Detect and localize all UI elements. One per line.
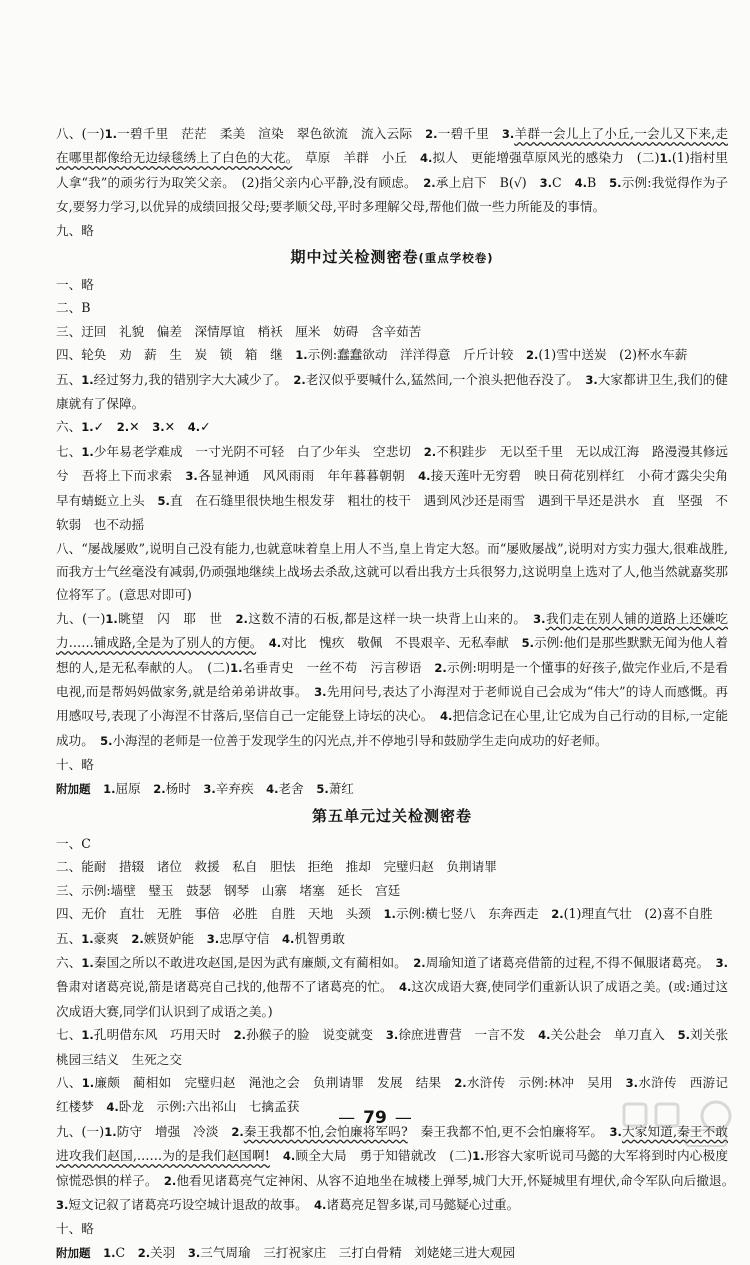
- answer-line: [56, 951, 728, 1023]
- answer-text: 一碧千里 茫茫 柔美 渲染 翠色欲流 流入云际: [116, 126, 426, 141]
- answer-text: 关羽: [150, 1244, 188, 1260]
- answer-text: 他看见诸葛亮气定神闲、从容不迫地坐在城楼上弹琴,城门大开,怀疑城里有埋伏,命令军队向后撤退。: [176, 1172, 741, 1188]
- answer-text: 关公赴会 单刀直入: [550, 1027, 678, 1043]
- answer-text: 廉颇 蔺相如 完璧归赵 渑池之会 负荆请罪 发展 结果: [94, 1075, 455, 1091]
- answer-text: 1.: [103, 781, 116, 796]
- answer-text: 这数不清的石板,都是这样一块一块背上山来的。: [247, 610, 534, 626]
- answer-content: [56, 122, 741, 1265]
- answer-text: 屈原: [115, 780, 154, 796]
- answer-line: [56, 122, 728, 219]
- answer-text: 1.: [472, 1149, 485, 1164]
- answer-text: 嫉贤妒能: [143, 930, 207, 946]
- answer-text: 八、“屡战屡败”,说明自己没有能力,也就意味着皇上用人不当,皇上肯定大怒。而“屡败屡战”,说明对方实力强大,很难战胜,而我方士气丝毫没有减弱,仍顽强地继续上战场去杀敌,这就可以看出我方士兵很努力,这说明皇上选对了人,他当然就嘉奖那位将军了。(意思对即可): [56, 540, 728, 603]
- answer-text: 4.: [574, 175, 587, 190]
- answer-text: 2.: [235, 611, 248, 626]
- answer-text: [91, 781, 104, 796]
- answer-text: 3.: [609, 1124, 622, 1139]
- answer-text: 4.: [106, 1100, 119, 1115]
- answer-line: [56, 879, 728, 902]
- section-title: 第五单元过关检测密卷: [311, 806, 472, 825]
- answer-text: 一、略: [56, 277, 94, 293]
- answer-text: 2.: [423, 444, 437, 459]
- answer-text: 4.: [538, 1028, 551, 1043]
- answer-text: 1.: [81, 931, 94, 946]
- answer-line: [56, 368, 728, 416]
- answer-text: 5.: [677, 1028, 690, 1043]
- answer-text: 2.: [116, 420, 130, 435]
- answer-text: 3.: [206, 931, 220, 946]
- answer-text: 2.: [454, 1076, 467, 1091]
- answer-text: 三、迂回 礼貌 偏差 深情厚谊 梢袄 厘米 妨碍 含辛茹苦: [56, 323, 422, 339]
- answer-text: 五、: [56, 930, 82, 946]
- answer-text: C: [115, 1244, 138, 1260]
- answer-text: 3.: [501, 127, 515, 141]
- answer-text: 2.: [526, 348, 539, 363]
- answer-text: 5.: [316, 781, 329, 796]
- answer-text: 2.: [293, 372, 306, 387]
- answer-line: [56, 537, 728, 607]
- answer-text: 1.: [81, 1076, 95, 1091]
- answer-text: 徐庶进曹营 一言不发: [398, 1027, 539, 1043]
- answer-text: 秦王我都不怕,更不会怕廉将军。: [407, 1123, 610, 1139]
- answer-text: 老舍: [278, 780, 317, 796]
- answer-text: 十、略: [56, 1221, 94, 1237]
- section-title: 期中过关检测密卷(重点学校卷): [290, 248, 494, 267]
- answer-text: 4.: [313, 1198, 327, 1213]
- answer-line: [56, 1023, 728, 1071]
- answer-text: 3.: [185, 469, 198, 484]
- underlined-answer: 羊群一会儿上了小丘,一会儿又下来,走在哪里都像给无边绿毯绣上了白色的大花。: [56, 126, 729, 166]
- answer-text: 5.: [609, 175, 622, 190]
- answer-text: 1.: [105, 611, 118, 626]
- answer-text: 九、略: [56, 222, 94, 238]
- answer-text: 二、B: [56, 300, 91, 316]
- answer-text: 刘关张桃园三结义 生死之交: [56, 1027, 729, 1067]
- answer-text: 十、略: [56, 757, 94, 773]
- answer-text: 先用问号,表达了小海涅对于老师说自己会成为“伟大”的诗人而感慨。再用感叹号,表现了小海涅不甘落后,坚信自己一定能登上诗坛的决心。: [56, 683, 728, 724]
- answer-text: 四、无价 直壮 无胜 事倍 必胜 自胜 天地 头颈: [56, 906, 384, 922]
- watermark-logo: [616, 1096, 736, 1154]
- page-number: 79: [363, 1108, 387, 1128]
- answer-line: [56, 855, 728, 878]
- answer-text: 辛弃疾: [215, 780, 267, 796]
- answer-text: 3.: [533, 611, 546, 626]
- answer-line: [56, 832, 728, 855]
- answer-text: 1.: [81, 372, 94, 387]
- answer-text: 4.: [268, 636, 282, 651]
- answer-line: [56, 777, 728, 801]
- answer-text: 示例:他们是那些默默无闻为他人着想的人,是无私奉献的人。 (二): [56, 635, 728, 675]
- answer-text: 这次成语大赛,使同学们重新认识了成语之美。(或:通过这次成语大赛,同学们认识到了成语之美。): [56, 979, 728, 1019]
- answer-text: 机智勇敢: [294, 930, 345, 946]
- answer-text: C: [552, 174, 575, 190]
- answer-text: 1.: [230, 660, 243, 675]
- answer-text: 3.: [385, 1028, 399, 1043]
- answer-line: [56, 273, 728, 296]
- answer-text: 2.: [231, 1124, 244, 1139]
- answer-text: 六、: [56, 419, 82, 435]
- answer-text: 2.: [551, 907, 564, 922]
- answer-text: 3.: [152, 420, 165, 435]
- answer-text: ✕: [129, 419, 153, 435]
- answer-text: [256, 635, 269, 650]
- answer-text: 2.: [413, 956, 426, 970]
- answer-line: [56, 415, 728, 439]
- underlined-answer: 大家知道,秦王不敢进攻我们赵国,……为的是我们赵国啊!: [56, 1123, 728, 1164]
- answer-text: 2.: [153, 781, 166, 796]
- answer-text: 4.: [266, 781, 279, 796]
- answer-text: 水浒传 西游记 红楼梦: [56, 1075, 741, 1115]
- answer-text: 防守 增强 冷淡: [116, 1123, 232, 1139]
- answer-text: 三气周瑜 三打祝家庄 三打白骨精 刘姥姥三进大观园: [200, 1244, 516, 1260]
- answer-text: 忠厚守信: [219, 930, 283, 946]
- answer-text: 孔明借东风 巧用天时: [93, 1027, 234, 1043]
- answer-text: 各显神通 风风雨雨 年年暮暮朝朝: [197, 468, 419, 484]
- answer-text: 2.: [233, 1028, 246, 1043]
- answer-text: 把信念记在心里,让它成为自己行动的目标,一定能成功。: [56, 708, 728, 748]
- answer-text: 2.: [137, 1245, 151, 1260]
- answer-text: 4.: [282, 931, 295, 946]
- answer-text: ✓: [200, 419, 211, 435]
- answer-text: 示例:我觉得作为子女,要努力学习,以优异的成绩回报父母;要孝顺父母,平时多理解父母,帮他们做一些力所能及的事情。: [56, 174, 728, 215]
- answer-text: 5.: [157, 493, 170, 508]
- answer-line: [56, 1241, 728, 1265]
- answer-text: 示例:横七竖八 东奔西走: [395, 906, 552, 922]
- answer-text: 大家都讲卫生,我们的健康就有了保障。: [56, 371, 728, 412]
- answer-text: ✓: [93, 419, 117, 435]
- answer-text: 五、: [56, 371, 82, 387]
- underlined-answer: 我们走在别人铺的道路上还嫌吃力……铺成路,全是为了别人的方便。: [56, 610, 729, 651]
- answer-text: 七、: [56, 1027, 82, 1043]
- answer-text: 3.: [314, 684, 327, 699]
- answer-line: [56, 607, 728, 753]
- answer-text: 杨时: [165, 780, 204, 796]
- answer-text: 接天莲叶无穷碧 映日荷花别样红 小荷才露尖尖角 早有蜻蜓立上头: [56, 468, 741, 508]
- answer-text: 4.: [282, 1149, 296, 1164]
- answer-text: 5.: [521, 636, 534, 651]
- answer-text: 1.: [103, 1245, 116, 1260]
- answer-text: 1.: [383, 907, 396, 922]
- answer-text: 2.: [423, 175, 436, 190]
- answer-text: B: [586, 174, 610, 190]
- answer-text: 对比 愧疚 敬佩 不畏艰辛、无私奉献: [281, 635, 522, 651]
- answer-line: [56, 927, 728, 951]
- answer-text: 六、: [56, 955, 82, 970]
- answer-text: 3.: [625, 1076, 639, 1091]
- answer-text: 2.: [163, 1173, 177, 1188]
- answer-text: 八、(一): [56, 126, 105, 141]
- answer-text: 名垂青史 一丝不苟 污言秽语: [242, 659, 435, 675]
- answer-text: 4.: [399, 980, 412, 995]
- answer-text: 1.: [659, 151, 672, 166]
- answer-text: 七、: [56, 443, 82, 459]
- answer-text: 2.: [131, 931, 144, 946]
- answer-text: 3.: [715, 956, 728, 970]
- answer-text: (1)理直气壮 (2)喜不自胜: [563, 906, 713, 922]
- answer-text: 萧红: [328, 780, 354, 796]
- answer-text: 示例:蠢蠢欲动 洋洋得意 斤斤计较: [307, 347, 526, 363]
- answer-text: 卧龙 示例:六出祁山 七擒孟获: [118, 1099, 300, 1115]
- answer-text: 2.: [434, 660, 447, 675]
- page-footer: — 79 —: [338, 1108, 412, 1128]
- answer-line: [56, 343, 728, 367]
- answer-text: 3.: [539, 175, 553, 190]
- answer-line: [56, 219, 728, 242]
- answer-text: 四、轮奂 劝 薪 生 炭 锁 箱 继: [56, 347, 296, 363]
- answer-line: [56, 440, 741, 537]
- answer-text: (1)指村里人拿“我”的顽劣行为取笑父亲。 (2)指父亲内心平静,没有顾虑。: [56, 150, 729, 190]
- answer-text: (1)雪中送炭 (2)杯水车薪: [538, 347, 688, 363]
- answer-text: 老汉似乎要喊什么,猛然间,一个浪头把他吞没了。: [305, 371, 586, 387]
- answer-text: 少年易老学难成 一寸光阴不可轻 白了少年头 空悲切: [93, 443, 424, 459]
- answer-text: 1.: [81, 956, 94, 970]
- answer-text: [270, 1148, 283, 1163]
- answer-text: 三、示例:墙壁 璧玉 鼓瑟 钢琴 山寨 堵塞 延长 宫廷: [56, 882, 401, 898]
- answer-text: 2.: [425, 127, 438, 141]
- answer-text: 5.: [100, 733, 113, 748]
- answer-text: 小海涅的老师是一位善于发现学生的闪光点,并不停地引导和鼓励学生走向成功的好老师。: [112, 732, 608, 748]
- answer-line: [56, 1217, 728, 1240]
- answer-text: 顾全大局 勇于知错就改 (二): [295, 1148, 473, 1164]
- answer-line: [56, 320, 728, 343]
- answer-text: 1.: [81, 444, 94, 459]
- answer-text: 4.: [187, 420, 201, 435]
- answer-text: 不积跬步 无以至千里 无以成江海 路漫漫其修远兮 吾将上下而求索: [56, 443, 729, 484]
- answer-line: [56, 902, 728, 926]
- answer-text: 一、C: [56, 835, 91, 851]
- answer-text: 九、(一): [56, 610, 106, 626]
- answer-text: 1.: [295, 348, 308, 363]
- answer-text: 经过努力,我的错别字大大减少了。: [93, 371, 294, 387]
- answer-text: 附加题: [56, 781, 91, 796]
- answer-text: 草原 羊群 小丘: [292, 150, 420, 166]
- answer-text: 短文记叙了诸葛亮巧设空城计退敌的故事。: [68, 1197, 314, 1213]
- answer-text: 一碧千里: [437, 126, 502, 141]
- answer-text: 4.: [418, 469, 431, 484]
- answer-text: 示例:明明是一个懂事的好孩子,做完作业后,不是看电视,而是帮妈妈做家务,就是给弟弟讲故事。: [56, 659, 729, 699]
- answer-text: 4.: [439, 709, 453, 724]
- answer-line: [56, 296, 728, 319]
- answer-text: 3.: [203, 781, 216, 796]
- answer-text: 水浒传 示例:林冲 吴用: [466, 1075, 626, 1091]
- answer-text: 4.: [419, 151, 433, 166]
- answer-text: 1.: [104, 1124, 117, 1139]
- answer-text: 1.: [81, 1028, 94, 1043]
- answer-text: 拟人 更能增强草原风光的感染力 (二): [432, 150, 660, 166]
- answer-text: ✕: [164, 419, 188, 435]
- answer-text: 二、能耐 措辍 诸位 救援 私自 胆怯 拒绝 推却 完璧归赵 负荆请罪: [56, 859, 497, 875]
- answer-text: 周瑜知道了诸葛亮借箭的过程,不得不佩服诸葛亮。: [425, 955, 716, 970]
- answer-text: 鲁肃对诸葛亮说,箭是诸葛亮自己找的,他帮不了诸葛亮的忙。: [56, 979, 400, 995]
- answer-text: 孙猴子的脸 说变就变: [246, 1027, 386, 1043]
- answer-text: 眺望 闪 耶 世: [117, 610, 236, 626]
- answer-text: 豪爽: [93, 930, 132, 946]
- answer-text: 3.: [56, 1198, 69, 1213]
- answer-text: 附加题: [56, 1245, 91, 1260]
- answer-text: 诸葛亮足智多谋,司马懿疑心过重。: [326, 1197, 520, 1213]
- answer-text: 承上启下 B(√): [435, 174, 540, 190]
- answer-text: 1.: [104, 127, 117, 141]
- answer-text: 3.: [187, 1245, 201, 1260]
- answer-text: 直 在石缝里很快地生根发芽 粗壮的枝干 遇到风沙还是雨雪 遇到干旱还是洪水 直 坚强 不软弱 也不动摇: [56, 492, 729, 533]
- answer-text: 形容大家听说司马懿的大军将到时内心极度惊慌恐惧的样子。: [56, 1148, 729, 1188]
- answer-text: 1.: [81, 420, 94, 435]
- answer-text: 九、(一): [56, 1123, 105, 1139]
- answer-text: 八、: [56, 1075, 82, 1091]
- answer-text: [91, 1245, 104, 1260]
- underlined-answer: 秦王我都不怕,会怕廉将军吗?: [243, 1123, 408, 1139]
- answer-line: [56, 753, 728, 776]
- answer-text: 3.: [585, 372, 598, 387]
- answer-text: 秦国之所以不敢进攻赵国,是因为武有廉颇,文有蔺相如。: [93, 955, 414, 970]
